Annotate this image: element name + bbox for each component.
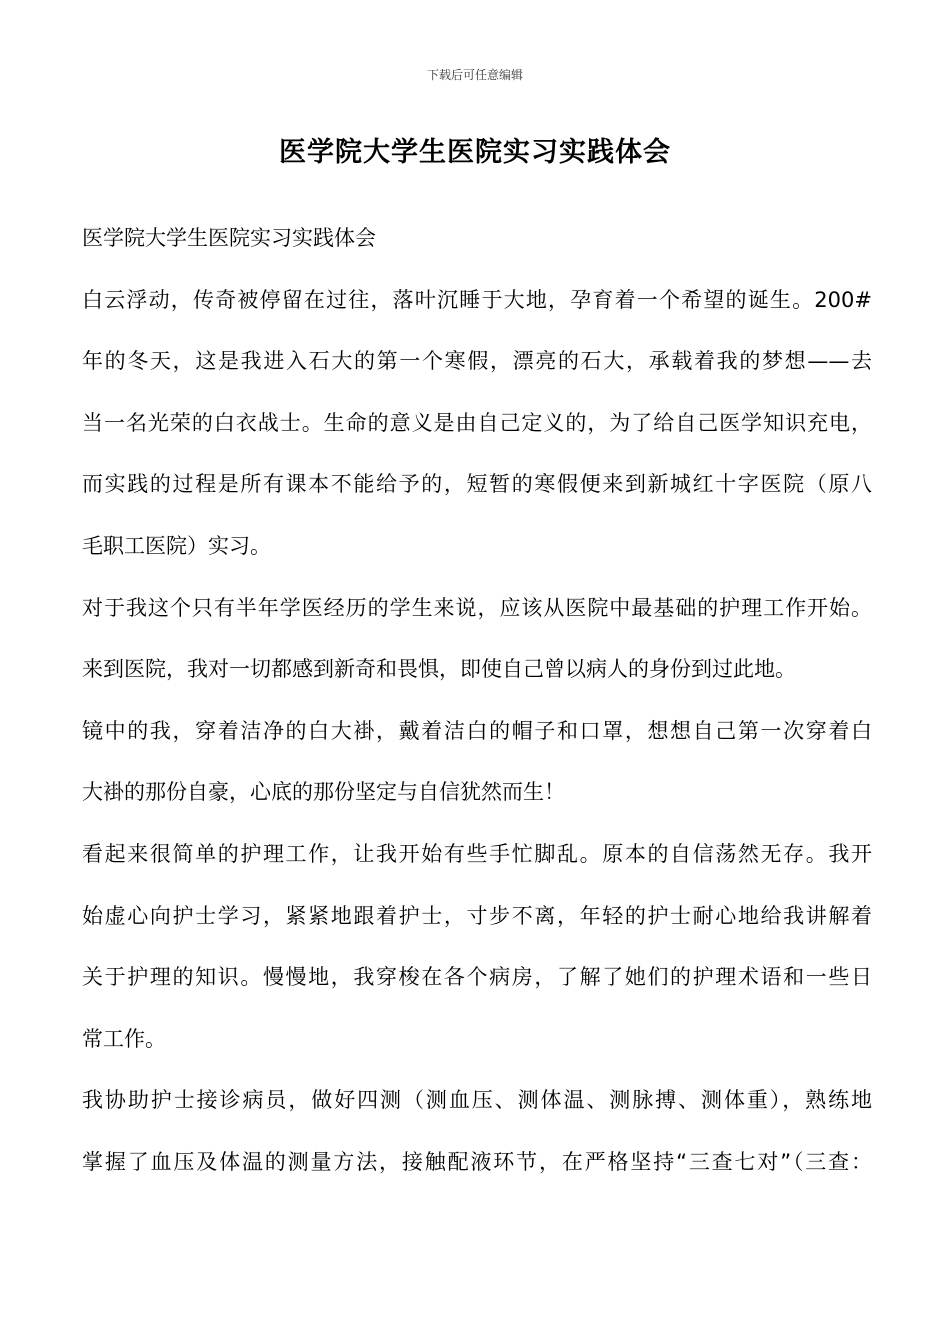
text-line: 掌握了血压及体温的测量方法，接触配液环节，在严格坚持“三查七对”（三查： — [82, 1149, 872, 1174]
text-line: 关于护理的知识。慢慢地，我穿梭在各个病房，了解了她们的护理术语和一些日 — [82, 965, 872, 990]
text-line: 毛职工医院）实习。 — [82, 533, 271, 558]
text-line: 对于我这个只有半年学医经历的学生来说，应该从医院中最基础的护理工作开始。 — [82, 595, 872, 620]
header-note: 下载后可任意编辑 — [426, 68, 523, 82]
text-line: 大褂的那份自豪，心底的那份坚定与自信犹然而生！ — [82, 780, 565, 805]
text-line: 白云浮动，传奇被停留在过往，落叶沉睡于大地，孕育着一个希望的诞生。200# — [82, 287, 872, 312]
text-line: 年的冬天，这是我进入石大的第一个寒假，漂亮的石大，承载着我的梦想——去 — [82, 349, 872, 374]
document-title: 医学院大学生医院实习实践体会 — [279, 137, 671, 168]
text-line: 镜中的我，穿着洁净的白大褂，戴着洁白的帽子和口罩，想想自己第一次穿着白 — [82, 718, 872, 743]
text-line: 医学院大学生医院实习实践体会 — [82, 226, 376, 250]
text-line: 始虚心向护士学习，紧紧地跟着护士，寸步不离，年轻的护士耐心地给我讲解着 — [82, 903, 872, 928]
text-line: 我协助护士接诊病员，做好四测（测血压、测体温、测脉搏、测体重），熟练地 — [82, 1088, 872, 1113]
document-body — [82, 222, 872, 1208]
text-line: 看起来很简单的护理工作，让我开始有些手忙脚乱。原本的自信荡然无存。我开 — [82, 841, 872, 866]
text-line: 而实践的过程是所有课本不能给予的，短暂的寒假便来到新城红十字医院（原八 — [82, 472, 872, 497]
text-line: 来到医院，我对一切都感到新奇和畏惧，即使自己曾以病人的身份到过此地。 — [82, 657, 796, 682]
text-line: 常工作。 — [82, 1026, 166, 1051]
text-line: 当一名光荣的白衣战士。生命的意义是由自己定义的，为了给自己医学知识充电， — [82, 410, 872, 435]
